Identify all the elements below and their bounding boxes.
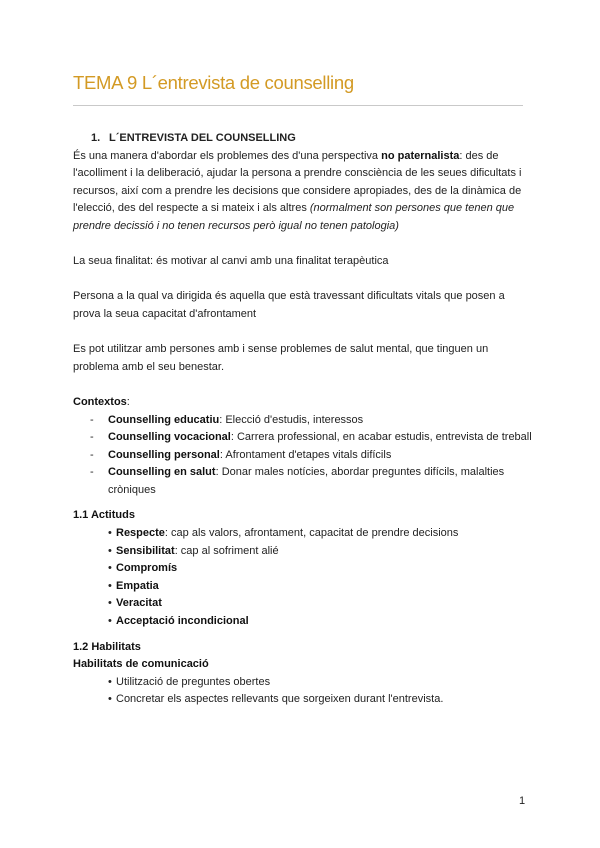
bullet-marker: • [108,527,112,540]
paragraph-usage: Es pot utilitzar amb persones amb i sense problemes de salut mental, que tinguen un problema amb el seu benestar. [73,343,489,373]
list-item [73,464,533,499]
dash-marker: - [90,466,94,479]
list-item [73,447,533,465]
page-number: 1 [519,795,526,807]
paragraph-text: És una manera d'abordar els problemes des d'una perspectiva [73,149,382,162]
paragraph-definition [73,148,533,236]
context-name: Counselling en salut [108,466,216,479]
paragraph-purpose: La seua finalitat: és motivar al canvi amb una finalitat terapèutica [73,255,389,268]
bullet-marker: • [108,562,112,575]
contexts-label: Contextos [73,395,127,408]
context-desc: : Carrera professional, en acabar estudis, entrevista de treball [230,431,532,444]
attitudes-title: 1.1 Actituds [73,509,135,522]
list-item [73,543,533,561]
paragraph-target: Persona a la qual va dirigida és aquella que està travessant dificultats vitals que posen a prova la seua capacitat d'afrontament [73,290,505,320]
section-number: 1. [91,132,101,144]
title-divider [73,105,523,106]
dash-marker: - [90,413,94,426]
attitude-name: Acceptació incondicional [116,615,249,628]
skills-title: 1.2 Habilitats [73,640,141,653]
attitudes-list [73,525,533,631]
attitude-name: Empatia [116,579,159,592]
bullet-marker: • [108,615,112,628]
attitude-name: Respecte [116,527,165,540]
list-item [73,691,533,709]
skills-subtitle: Habilitats de comunicació [73,658,209,671]
attitude-desc: : cap als valors, afrontament, capacitat de prendre decisions [164,527,459,540]
context-name: Counselling vocacional [108,431,231,444]
attitude-name: Sensibilitat [116,544,175,557]
bullet-marker: • [108,544,112,557]
contexts-colon: : [126,395,130,408]
attitude-desc: : cap al sofriment alié [174,544,279,557]
attitude-name: Veracitat [116,597,162,610]
bullet-marker: • [108,597,112,610]
skill-text: Utilització de preguntes obertes [116,675,271,688]
list-item [73,525,533,543]
section-heading [91,130,533,148]
bullet-marker: • [108,579,112,592]
list-item [73,429,533,447]
italic-note: (normalment son persones que tenen que prendre decissió i no tenen recursos però igual no tenen patologia) [73,202,515,232]
document-title: TEMA 9 L´entrevista de counselling [73,72,354,93]
context-name: Counselling personal [108,448,220,461]
dash-marker: - [90,431,94,444]
list-item [73,595,533,613]
list-item [73,560,533,578]
skills-list [73,674,533,709]
context-name: Counselling educatiu [108,413,220,426]
dash-marker: - [90,448,94,461]
list-item [73,412,533,430]
paragraph-text: : des de l'acolliment i la deliberació, ajudar la persona a prendre consciència de les seues dificultats i recursos, així com a prendre les decisions que considere apropiades, des de la dinàmica de l'elecció, des del respecte a si mateix i als altres [73,149,522,215]
skills-heading [73,639,533,657]
list-item [73,674,533,692]
contexts-heading [73,394,533,412]
context-desc: : Elecció d'estudis, interessos [219,413,364,426]
bullet-marker: • [108,693,112,706]
skills-subheading [73,656,533,674]
attitudes-heading [73,507,533,525]
section-title: L´ENTREVISTA DEL COUNSELLING [109,132,296,144]
context-desc: : Donar males notícies, abordar preguntes difícils, malalties cròniques [108,466,505,496]
context-desc: : Afrontament d'etapes vitals difícils [219,448,392,461]
bullet-marker: • [108,675,112,688]
skill-text: Concretar els aspectes rellevants que sorgeixen durant l'entrevista. [116,693,444,706]
contexts-list [73,412,533,500]
bold-term: no paternalista [381,149,460,162]
document-body [73,130,533,709]
list-item [73,613,533,631]
list-item [73,578,533,596]
attitude-name: Compromís [116,562,178,575]
